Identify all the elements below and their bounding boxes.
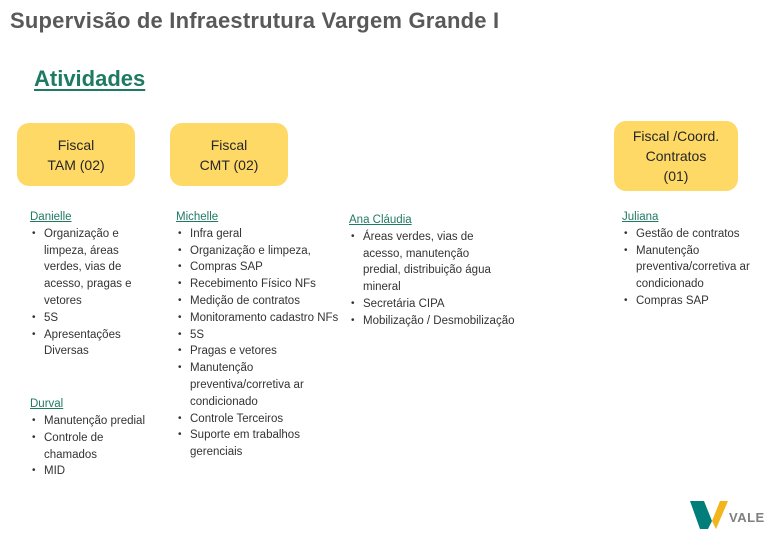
list-item: • Áreas verdes, vias de acesso, manutenção predial, distribuição água mineral <box>349 229 539 296</box>
column-cmt-michelle <box>176 209 344 461</box>
column-tam <box>30 209 150 480</box>
role-line-1: Fiscal <box>57 136 95 153</box>
danielle-activities <box>30 226 150 360</box>
logo-yellow-shape <box>712 501 728 529</box>
list-item: • 5S <box>30 310 150 327</box>
role-line-1: Fiscal /Coord. <box>632 128 720 144</box>
list-item: • Compras SAP <box>176 259 344 276</box>
list-item: • Controle Terceiros <box>176 411 344 428</box>
logo-text: VALE <box>729 510 765 525</box>
list-item: • Apresentações Diversas <box>30 327 150 361</box>
role-line-2: Contratos <box>645 148 707 164</box>
list-item: • Manutenção preventiva/corretiva ar condicionado <box>176 360 344 410</box>
logo-green-shape <box>690 501 712 529</box>
list-item: • Suporte em trabalhos gerenciais <box>176 427 344 461</box>
person-michelle: Michelle <box>176 211 219 223</box>
list-item: • Manutenção preventiva/corretiva ar condicionado <box>622 243 774 293</box>
role-line-2: CMT (02) <box>199 156 259 173</box>
role-line-2: TAM (02) <box>47 156 105 173</box>
list-item: • 5S <box>176 327 344 344</box>
role-line-3: (01) <box>663 168 689 184</box>
person-danielle: Danielle <box>30 211 72 223</box>
person-ana-claudia: Ana Cláudia <box>349 214 412 226</box>
list-item: • Manutenção predial <box>30 413 150 430</box>
list-item: • Mobilização / Desmobilização <box>349 313 539 330</box>
list-item: • Recebimento Físico NFs <box>176 276 344 293</box>
list-item: • Medição de contratos <box>176 293 344 310</box>
list-item: • Monitoramento cadastro NFs <box>176 310 344 327</box>
list-item: • Gestão de contratos <box>622 226 774 243</box>
role-box-fiscal-tam <box>17 123 135 186</box>
ana-claudia-activities <box>349 229 539 330</box>
role-box-fiscal-coord-contratos <box>614 121 738 191</box>
column-cmt-ana-claudia <box>349 212 539 330</box>
list-item: • Compras SAP <box>622 293 774 310</box>
role-box-fiscal-cmt <box>170 123 288 186</box>
list-item: • Infra geral <box>176 226 344 243</box>
page-title: Supervisão de Infraestrutura Vargem Grande I <box>10 8 500 33</box>
list-item: • MID <box>30 463 150 480</box>
juliana-activities <box>622 226 774 310</box>
list-item: • Pragas e vetores <box>176 343 344 360</box>
list-item: • Secretária CIPA <box>349 296 539 313</box>
role-line-1: Fiscal <box>210 136 248 153</box>
durval-activities <box>30 413 150 480</box>
section-title: Atividades <box>34 66 146 91</box>
column-contratos-juliana <box>622 209 774 310</box>
list-item: • Organização e limpeza, <box>176 243 344 260</box>
michelle-activities <box>176 226 344 461</box>
list-item: • Organização e limpeza, áreas verdes, vias de acesso, pragas e vetores <box>30 226 150 310</box>
person-durval: Durval <box>30 398 64 411</box>
person-juliana: Juliana <box>622 211 659 223</box>
list-item: • Controle de chamados <box>30 430 150 464</box>
